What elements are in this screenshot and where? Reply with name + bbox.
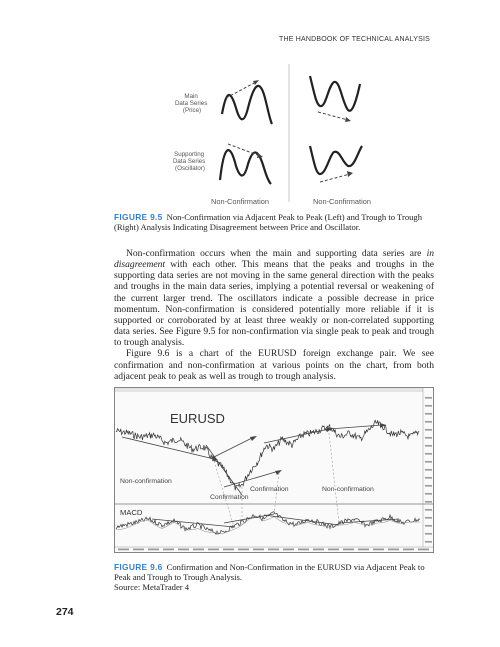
left-price-line	[222, 86, 272, 124]
price-scale-tick	[425, 445, 432, 447]
figure-9-5	[160, 62, 430, 208]
figure-9-6-label: FIGURE 9.6	[114, 562, 163, 572]
time-axis-tick	[193, 549, 204, 551]
paragraph-1: Non-confirmation occurs when the main and supporting data series are in disagreement with each other. This means that the peaks and troughs in the supporting data series are not moving in the same general direction with the peaks and troughs in the main data series, implying a potential reversal or weakening of the current larger trend. The oscillators indicate a possible decrease in price momentum. Non-confirmation is considered potentially more reliable if it is supported or corroborated by at least three weakly or non-correlated supporting data series. See Figure 9.5 for non-confirmation via single peak to peak and trough to trough analysis.	[114, 248, 434, 349]
time-axis-tick	[358, 549, 369, 551]
price-scale-tick	[425, 421, 432, 423]
price-scale-tick	[425, 429, 432, 431]
time-axis-ticks	[118, 549, 429, 551]
chart-frame	[115, 388, 434, 553]
price-scale-tick	[425, 477, 432, 479]
left-price-arrow-head	[253, 80, 259, 85]
price-scale-tick	[425, 533, 432, 535]
right-oscillator-arrow-head	[347, 171, 353, 177]
chart-title-bar	[115, 388, 423, 392]
price-scale-tick	[425, 453, 432, 455]
eurusd-symbol-label: EURUSD	[170, 411, 225, 426]
page-number: 274	[56, 606, 74, 618]
price-scale-tick	[425, 485, 432, 487]
left-oscillator-arrow-head	[257, 153, 263, 158]
time-axis-tick	[403, 549, 414, 551]
time-axis-tick	[223, 549, 234, 551]
supporting-series-label: Supporting Data Series (Oscillator)	[172, 151, 206, 172]
confirmation-mid-label: Confirmation	[250, 486, 289, 493]
time-axis-tick	[118, 549, 129, 551]
time-axis-tick	[283, 549, 294, 551]
paragraph-2: Figure 9.6 is a chart of the EURUSD foreign exchange pair. We see confirmation and non-confirmation at various points on the chart, from both adjacent peak to peak as well as trough to trough analysis.	[114, 348, 434, 382]
time-axis-tick	[373, 549, 384, 551]
non-confirmation-right-label: Non-confirmation	[322, 486, 374, 493]
non-confirmation-left-label: Non-confirmation	[120, 478, 172, 485]
right-price-arrow-head	[345, 117, 351, 122]
right-price-arrow	[318, 112, 348, 120]
price-scale-tick	[425, 541, 432, 543]
time-axis-tick	[298, 549, 309, 551]
time-axis-tick	[343, 549, 354, 551]
eurusd-chart	[114, 387, 434, 553]
price-scale-tick	[425, 501, 432, 503]
left-oscillator-line	[220, 150, 271, 184]
running-head: THE HANDBOOK OF TECHNICAL ANALYSIS	[279, 36, 430, 43]
price-scale-tick	[425, 437, 432, 439]
price-scale-tick	[425, 397, 432, 399]
main-series-label: Main Data Series (Price)	[174, 93, 208, 114]
figure-9-6-caption-text: Confirmation and Non-Confirmation in the EURUSD via Adjacent Peak to Peak and Trough to Trough Analysis.	[114, 562, 425, 583]
time-axis-tick	[148, 549, 159, 551]
time-axis-tick	[178, 549, 189, 551]
time-axis-tick	[163, 549, 174, 551]
right-oscillator-arrow	[320, 174, 350, 182]
price-scale-tick	[425, 413, 432, 415]
macd-label: MACD	[120, 508, 143, 517]
time-axis-tick	[238, 549, 249, 551]
figure-9-6-source: Source: MetaTrader 4	[114, 582, 190, 593]
right-oscillator-line	[310, 146, 362, 174]
price-scale-tick	[425, 469, 432, 471]
figure-9-5-diagram	[160, 62, 430, 208]
time-axis-tick	[328, 549, 339, 551]
time-axis-tick	[268, 549, 279, 551]
confirmation-low-label: Confirmation	[210, 494, 249, 501]
figure-9-6-caption	[114, 562, 434, 593]
time-axis-tick	[418, 549, 429, 551]
time-axis-tick	[253, 549, 264, 551]
body-text	[114, 248, 434, 382]
time-axis-tick	[208, 549, 219, 551]
price-scale-tick	[425, 525, 432, 527]
price-scale-tick	[425, 405, 432, 407]
right-price-line	[310, 76, 360, 111]
time-axis-tick	[133, 549, 144, 551]
emphasis-disagreement: in disagreement	[114, 248, 434, 271]
figure-9-5-caption	[114, 212, 434, 232]
time-axis-tick	[313, 549, 324, 551]
price-scale-tick	[425, 509, 432, 511]
figure-9-6	[114, 387, 434, 553]
figure-9-5-label: FIGURE 9.5	[114, 212, 163, 222]
figure-9-5-caption-text: Non-Confirmation via Adjacent Peak to Peak (Left) and Trough to Trough (Right) Analysis Indicating Disagreement between Price and Oscillator.	[114, 212, 423, 233]
price-scale-tick	[425, 517, 432, 519]
left-panel-label: Non-Confirmation	[211, 197, 269, 206]
time-axis-tick	[388, 549, 399, 551]
price-scale-tick	[425, 493, 432, 495]
right-panel-label: Non-Confirmation	[313, 197, 371, 206]
price-scale-tick	[425, 461, 432, 463]
